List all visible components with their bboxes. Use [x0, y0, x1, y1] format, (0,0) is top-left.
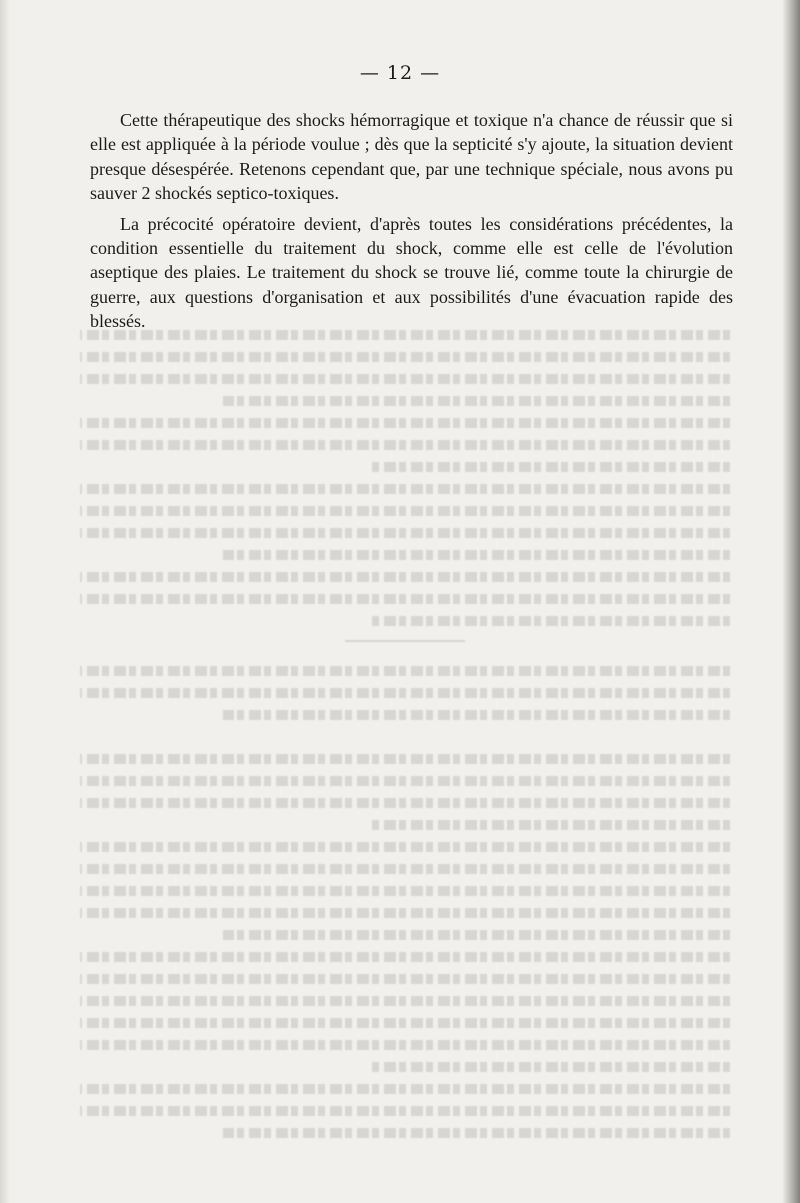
- body-text: [90, 108, 733, 340]
- page-left-edge-shadow: [0, 0, 10, 1203]
- paragraph-1: Cette thérapeutique des shocks hémorragique et toxique n'a chance de réussir que si elle est appliquée à la période voulue ; dès que la septicité s'y ajoute, la situation devient presque désespérée. Retenons cependant que, par une technique spéciale, nous avons pu sauver 2 shockés septico-toxiques.: [90, 110, 733, 204]
- reverse-side-show-through: [80, 330, 730, 1090]
- paragraph-2: La précocité opératoire devient, d'après toutes les considérations précédentes, la condition essentielle du traitement du shock, comme elle est celle de l'évolution aseptique des plaies. Le traitement du shock se trouve lié, comme toute la chirurgie de guerre, aux questions d'organisation et aux possibilités d'une évacuation rapide des blessés.: [90, 213, 733, 332]
- page-right-edge-shadow: [782, 0, 800, 1203]
- page-number: — 12 —: [359, 62, 441, 84]
